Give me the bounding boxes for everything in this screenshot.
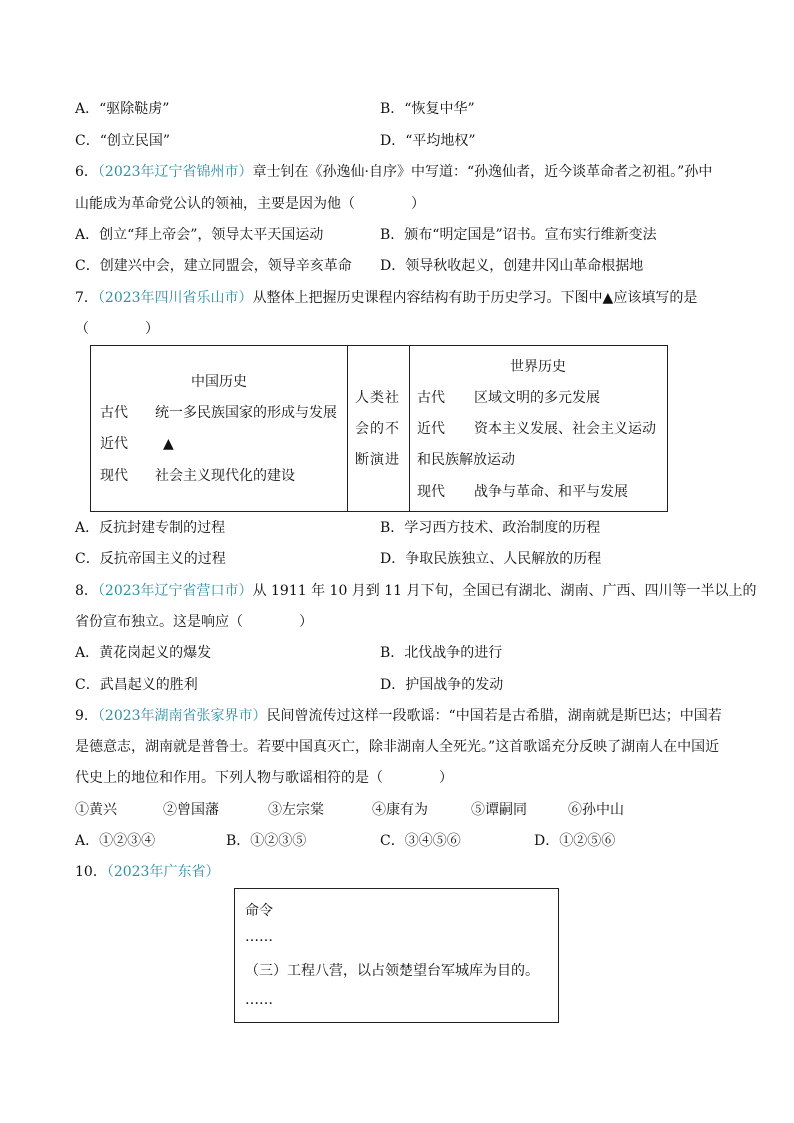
q8-stem-1: 从 1911 年 10 月到 11 月下旬，全国已有湖北、湖南、广西、四川等一半以上的: [252, 583, 757, 599]
q5-option-c: C．“创立民国”: [75, 133, 171, 149]
q9-person: ③左宗棠: [268, 802, 324, 818]
q9-person: ⑤谭嗣同: [471, 802, 527, 818]
q6-stem-1: 章士钊在《孙逸仙·自序》中写道：“孙逸仙者，近今谈革命者之初祖。”孙中: [252, 164, 713, 180]
q7-source: （2023年四川省乐山市）: [97, 290, 253, 306]
q7-option-c: C．反抗帝国主义的过程: [75, 551, 226, 567]
q6-option-d: D．领导秋收起义，创建井冈山革命根据地: [380, 258, 644, 274]
q9-person: ①黄兴: [75, 802, 117, 818]
q10-command-box: [234, 888, 559, 1023]
q9-stem-line-3: 代史上的地位和作用。下列人物与歌谣相符的是（ ）: [75, 770, 453, 786]
q7-structure-table: [90, 345, 668, 512]
q8-option-c: C．武昌起义的胜利: [75, 677, 198, 693]
china-row-content: ▲: [163, 436, 174, 452]
world-row-content: 战争与革命、和平与发展: [474, 484, 628, 500]
q6-number: 6．: [75, 164, 98, 180]
q6-source: （2023年辽宁省锦州市）: [97, 164, 253, 180]
q7-option-d: D．争取民族独立、人民解放的历程: [380, 551, 602, 567]
table-divider-right: [409, 346, 410, 511]
q8-stem-line-2: 省份宣布独立。这是响应（ ）: [75, 614, 313, 630]
q7-stem-1: 从整体上把握历史课程内容结构有助于历史学习。下图中▲应该填写的是: [252, 290, 698, 306]
q6-option-a: A．创立“拜上帝会”，领导太平天国运动: [75, 227, 324, 243]
q9-stem-1: 民间曾流传过这样一段歌谣：“中国若是古希腊，湖南就是斯巴达；中国若: [266, 708, 722, 724]
china-history-title: 中国历史: [191, 374, 247, 390]
q7-stem-line-2: （ ）: [75, 321, 159, 337]
middle-text-line: 断演进: [355, 452, 400, 468]
q9-person: ⑥孙中山: [568, 802, 624, 818]
q10-stem-line-1: [75, 864, 219, 881]
q9-source: （2023年湖南省张家界市）: [97, 708, 267, 724]
china-row-period: 现代: [100, 468, 128, 484]
q10-source: （2023年广东省）: [106, 864, 220, 880]
world-row-period: 现代: [417, 484, 445, 500]
china-row-period: 古代: [100, 405, 128, 421]
world-row-content: 资本主义发展、社会主义运动: [474, 421, 656, 437]
china-row-content: 社会主义现代化的建设: [155, 468, 295, 484]
q6-option-c: C．创建兴中会，建立同盟会，领导辛亥革命: [75, 258, 352, 274]
command-ellipsis: ……: [245, 992, 273, 1008]
q9-option-a: A．①②③④: [75, 833, 156, 849]
q9-number: 9．: [75, 708, 98, 724]
china-row-content: 统一多民族国家的形成与发展: [155, 405, 337, 421]
middle-text-line: 会的不: [355, 421, 400, 437]
table-divider-left: [347, 346, 348, 511]
q6-stem-line-2: 山能成为革命党公认的领袖，主要是因为他（ ）: [75, 196, 425, 212]
q8-source: （2023年辽宁省营口市）: [97, 583, 253, 599]
command-ellipsis: ……: [245, 929, 273, 945]
command-title: 命令: [245, 903, 273, 919]
q7-number: 7．: [75, 290, 98, 306]
q8-number: 8．: [75, 583, 98, 599]
world-row-period: 古代: [417, 390, 445, 406]
q9-stem-line-2: 是德意志，湖南就是普鲁士。若要中国真灭亡，除非湖南人全死光。”这首歌谣充分反映了湖南人在中国近: [75, 739, 720, 755]
q10-number: 10．: [75, 864, 107, 880]
q7-option-b: B．学习西方技术、政治制度的历程: [380, 520, 601, 536]
q8-stem-line-1: [75, 583, 757, 600]
q9-option-d: D．①②⑤⑥: [534, 833, 616, 849]
command-text: （三）工程八营，以占领楚望台军城库为目的。: [245, 963, 539, 979]
q9-person: ④康有为: [372, 802, 428, 818]
world-history-title: 世界历史: [510, 359, 566, 375]
china-row-period: 近代: [100, 436, 128, 452]
q9-option-c: C．③④⑤⑥: [380, 833, 461, 849]
world-row-content: 区域文明的多元发展: [474, 390, 600, 406]
q8-option-b: B．北伐战争的进行: [380, 645, 503, 661]
q7-option-a: A．反抗封建专制的过程: [75, 520, 226, 536]
q5-option-d: D．“平均地权”: [380, 133, 476, 149]
q6-option-b: B．颁布“明定国是”诏书。宣布实行维新变法: [380, 227, 657, 243]
q9-person: ②曾国藩: [163, 802, 219, 818]
q5-option-b: B．“恢复中华”: [380, 101, 475, 117]
world-row-content: 和民族解放运动: [417, 452, 515, 468]
q9-stem-line-1: [75, 708, 722, 725]
middle-text-line: 人类社: [355, 390, 400, 406]
q7-stem-line-1: [75, 290, 697, 307]
world-row-period: 近代: [417, 421, 445, 437]
q5-option-a: A．“驱除鞑虏”: [75, 101, 170, 117]
q9-option-b: B．①②③⑤: [226, 833, 307, 849]
q8-option-d: D．护国战争的发动: [380, 677, 504, 693]
q8-option-a: A．黄花岗起义的爆发: [75, 645, 212, 661]
q6-stem-line-1: [75, 164, 712, 181]
